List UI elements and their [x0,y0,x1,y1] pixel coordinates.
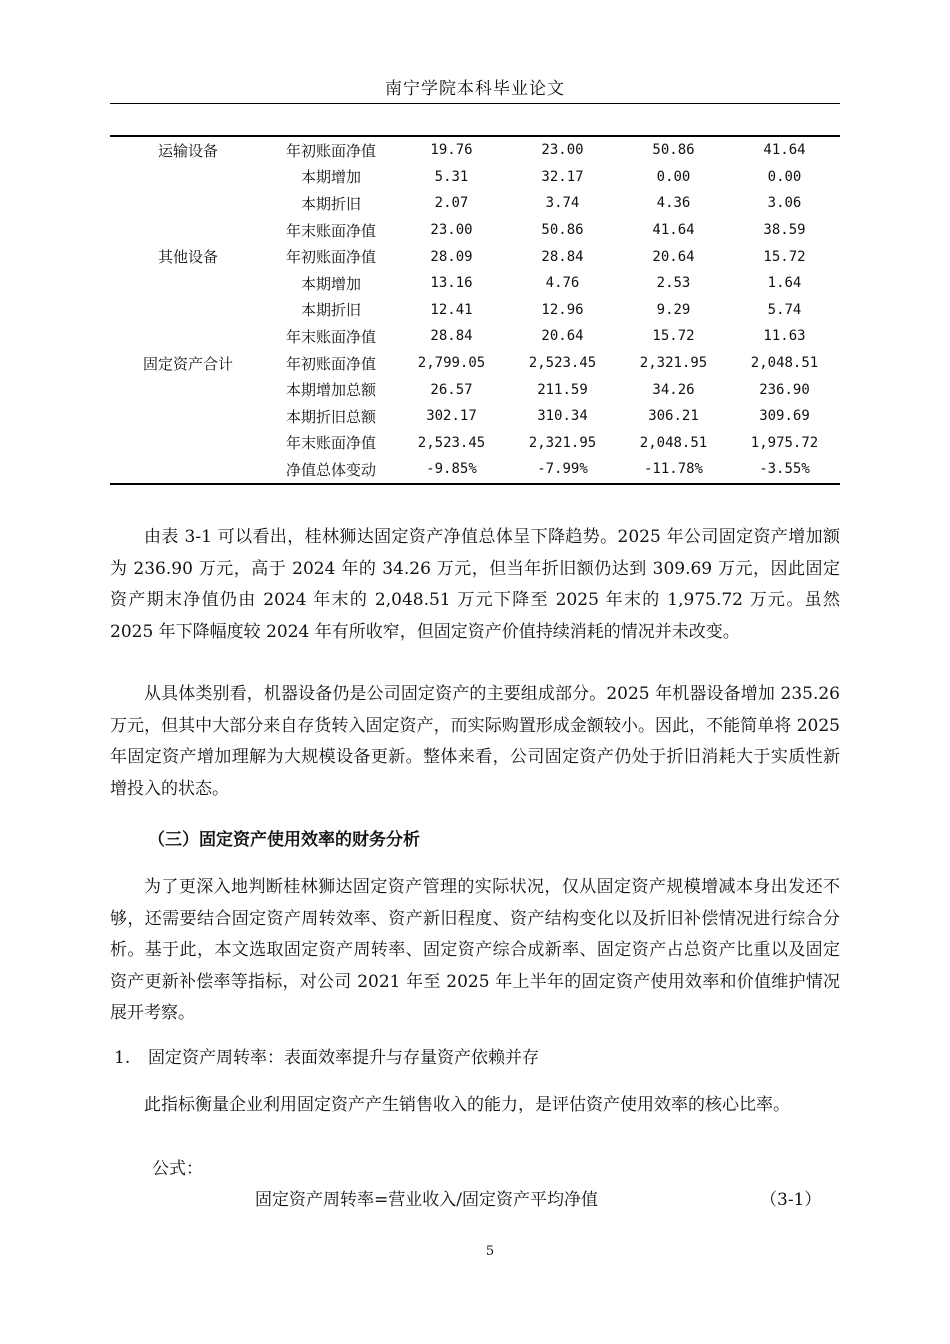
value-cell: 11.63 [763,328,806,345]
value-cell: 26.57 [430,381,473,398]
paragraph-indicator-selection: 为了更深入地判断桂林狮达固定资产管理的实际状况，仅从固定资产规模增减本身出发还不够，还需要结合固定资产周转效率、资产新旧程度、资产结构变化以及折旧补偿情况进行综合分析。基于此，本文选取固定资产周转率、固定资产综合成新率、固定资产占总资产比重以及固定资产更新补偿率等指标，对公司 2021 年至 2025 年上半年的固定资产使用效率和价值维护情况展开考察。 [110,877,840,1023]
value-cell: 23.00 [541,142,584,159]
table-row [110,217,840,244]
value-cell: 309.69 [759,408,810,425]
formula-label: 公式： [152,1159,203,1179]
category-cell [110,270,266,297]
table-row [110,190,840,217]
formula: 固定资产周转率=营业收入/固定资产平均净值 [255,1190,598,1210]
value-cell: 236.90 [759,381,810,398]
category-cell [110,217,266,244]
category-cell [110,403,266,430]
table-row [110,403,840,430]
category-cell [110,456,266,484]
category-cell [110,430,266,457]
value-cell: 50.86 [541,222,584,239]
value-cell: 5.74 [767,301,802,318]
value-cell: 23.00 [430,222,473,239]
table-body [110,136,840,484]
item-title: 固定资产周转率：表面效率提升与存量资产依赖并存 [148,1048,539,1068]
value-cell: 41.64 [652,222,695,239]
value-cell: 13.16 [430,275,473,292]
formula-number: （3-1） [760,1190,822,1210]
value-cell: 2.07 [434,195,469,212]
item-cell: 年初账面净值 [285,248,376,267]
value-cell: 32.17 [541,168,584,185]
value-cell: 310.34 [537,408,588,425]
category-cell: 固定资产合计 [142,354,233,373]
fixed-assets-table-container [110,135,840,485]
value-cell: 19.76 [430,142,473,159]
value-cell: 41.64 [763,142,806,159]
value-cell: 306.21 [648,408,699,425]
category-cell: 其他设备 [157,248,218,267]
section-heading: （三）固定资产使用效率的财务分析 [148,830,420,850]
value-cell: 50.86 [652,142,695,159]
value-cell: 12.41 [430,301,473,318]
value-cell: 38.59 [763,222,806,239]
value-cell: 2,048.51 [639,434,708,451]
value-cell: 1.64 [767,275,802,292]
item-cell: 本期折旧 [300,194,361,213]
item-cell: 年末账面净值 [285,221,376,240]
category-cell [110,323,266,350]
item-cell: 本期折旧总额 [285,407,376,426]
value-cell: 2.53 [656,275,691,292]
value-cell: 2,321.95 [639,355,708,372]
table-row [110,164,840,191]
value-cell: -9.85% [426,461,477,478]
value-cell: 2,321.95 [528,434,597,451]
value-cell: 4.76 [545,275,580,292]
value-cell: 28.84 [541,248,584,265]
item-cell: 年初账面净值 [285,141,376,160]
item-heading [114,1043,539,1068]
item-cell: 本期折旧 [300,301,361,320]
value-cell: -11.78% [643,461,703,478]
category-cell [110,376,266,403]
value-cell: 9.29 [656,301,691,318]
table-row [110,430,840,457]
value-cell: -3.55% [759,461,810,478]
table-row [110,376,840,403]
value-cell: 1,975.72 [750,434,819,451]
value-cell: 20.64 [541,328,584,345]
value-cell: 28.09 [430,248,473,265]
page-number: 5 [485,1244,495,1259]
value-cell: 28.84 [430,328,473,345]
item-cell: 本期增加总额 [285,381,376,400]
paragraph-indicator-definition: 此指标衡量企业利用固定资产产生销售收入的能力，是评估资产使用效率的核心比率。 [144,1095,790,1115]
table-row [110,136,840,164]
value-cell: 3.74 [545,195,580,212]
table-row [110,243,840,270]
item-cell: 本期增加 [300,168,361,187]
category-cell [110,164,266,191]
value-cell: 2,048.51 [750,355,819,372]
header-rule [110,103,840,104]
value-cell: 211.59 [537,381,588,398]
item-cell: 本期增加 [300,274,361,293]
category-cell [110,190,266,217]
paragraph-net-value-trend: 由表 3-1 可以看出，桂林狮达固定资产净值总体呈下降趋势。2025 年公司固定资产增加额为 236.90 万元，高于 2024 年的 34.26 万元，但当年折旧额仍达到 309.69 万元，因此固定资产期末净值仍由 2024 年末的 2,048.51 万元下降至 2025 年末的 1,975.72 万元。虽然 2025 年下降幅度较 2024 年有所收窄，但固定资产价值持续消耗的情况并未改变。 [110,527,840,642]
value-cell: 4.36 [656,195,691,212]
value-cell: 12.96 [541,301,584,318]
value-cell: 0.00 [767,168,802,185]
table-row [110,350,840,377]
value-cell: 5.31 [434,168,469,185]
item-cell: 净值总体变动 [285,460,376,479]
category-cell: 运输设备 [157,141,218,160]
table-row [110,297,840,324]
category-cell [110,297,266,324]
value-cell: 15.72 [652,328,695,345]
value-cell: 302.17 [426,408,477,425]
value-cell: 3.06 [767,195,802,212]
item-number: 1. [114,1048,131,1068]
running-header: 南宁学院本科毕业论文 [385,79,565,99]
value-cell: 34.26 [652,381,695,398]
table-row [110,456,840,484]
value-cell: 20.64 [652,248,695,265]
value-cell: 2,799.05 [417,355,486,372]
table-row [110,323,840,350]
item-cell: 年末账面净值 [285,327,376,346]
fixed-assets-table [110,135,840,485]
value-cell: -7.99% [537,461,588,478]
value-cell: 15.72 [763,248,806,265]
item-cell: 年末账面净值 [285,434,376,453]
value-cell: 0.00 [656,168,691,185]
value-cell: 2,523.45 [417,434,486,451]
item-cell: 年初账面净值 [285,354,376,373]
value-cell: 2,523.45 [528,355,597,372]
table-row [110,270,840,297]
paragraph-category-analysis: 从具体类别看，机器设备仍是公司固定资产的主要组成部分。2025 年机器设备增加 235.26 万元，但其中大部分来自存货转入固定资产，而实际购置形成金额较小。因此，不能简单将 2025 年固定资产增加理解为大规模设备更新。整体来看，公司固定资产仍处于折旧消耗大于实质性新增投入的状态。 [110,684,840,799]
